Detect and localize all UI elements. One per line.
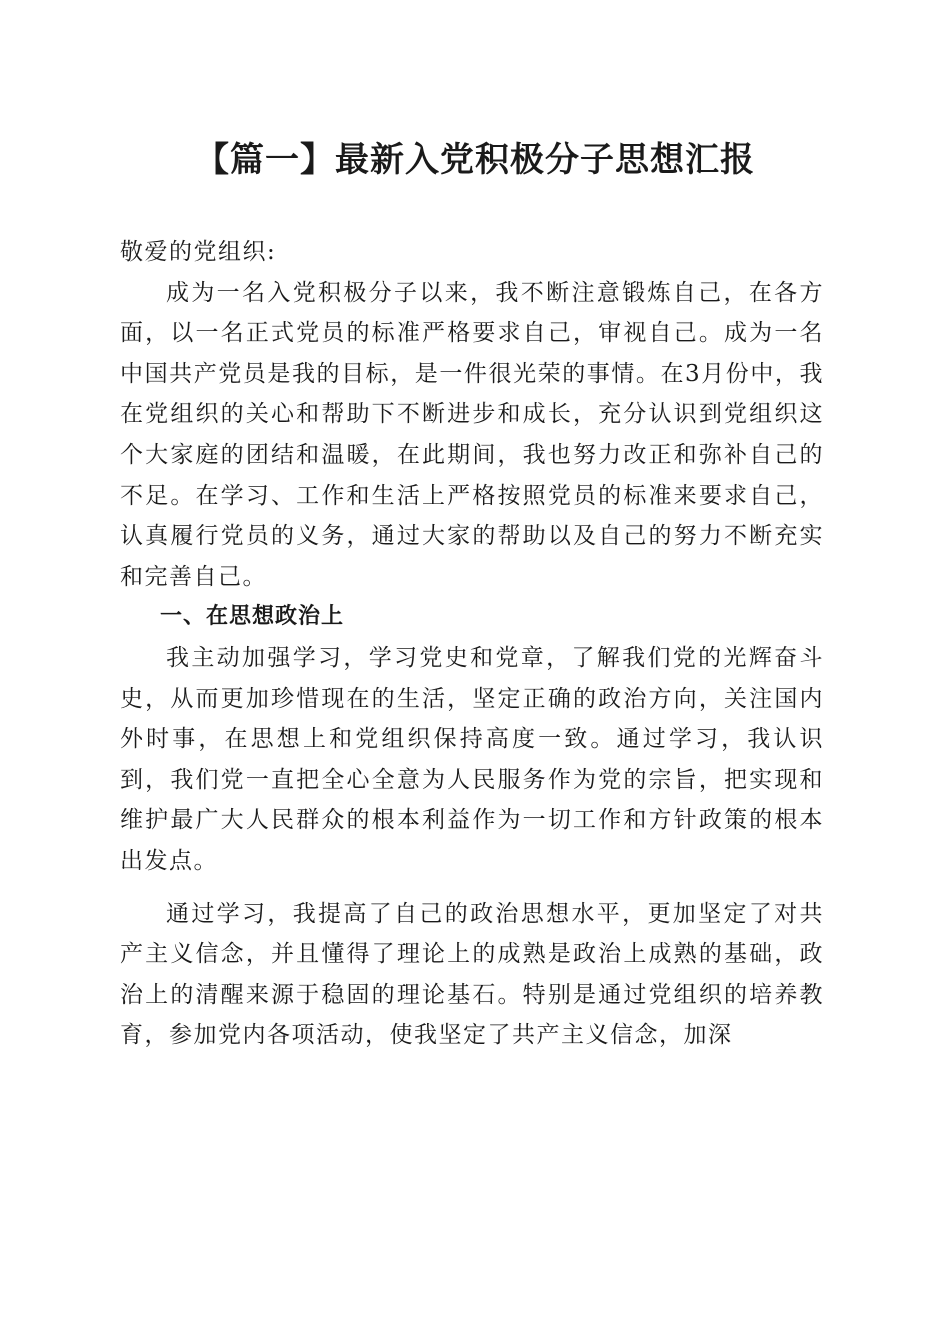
document-body: [120, 232, 824, 1056]
salutation: 敬爱的党组织:: [120, 239, 277, 265]
section1-paragraph-1: 我主动加强学习，学习党史和党章，了解我们党的光辉奋斗史，从而更加珍惜现在的生活，坚定正确的政治方向，关注国内外时事，在思想上和党组织保持高度一致。通过学习，我认识到，我们党一直把全心全意为人民服务作为党的宗旨，把实现和维护最广大人民群众的根本利益作为一切工作和方针政策的根本出发点。: [120, 644, 824, 874]
section-heading-political-thought: 一、在思想政治上: [160, 604, 345, 630]
intro-paragraph: 成为一名入党积极分子以来，我不断注意锻炼自己，在各方面，以一名正式党员的标准严格要求自己，审视自己。成为一名中国共产党员是我的目标，是一件很光荣的事情。在3月份中，我在党组织的关心和帮助下不断进步和成长，充分认识到党组织这个大家庭的团结和温暖，在此期间，我也努力改正和弥补自己的不足。在学习、工作和生活上严格按照党员的标准来要求自己，认真履行党员的义务，通过大家的帮助以及自己的努力不断充实和完善自己。: [120, 279, 824, 590]
section1-paragraph-2: 通过学习，我提高了自己的政治思想水平，更加坚定了对共产主义信念，并且懂得了理论上的成熟是政治上成熟的基础，政治上的清醒来源于稳固的理论基石。特别是通过党组织的培养教育，参加党内各项活动，使我坚定了共产主义信念，加深: [120, 900, 824, 1049]
document-title: 【篇一】最新入党积极分子思想汇报: [195, 140, 755, 180]
